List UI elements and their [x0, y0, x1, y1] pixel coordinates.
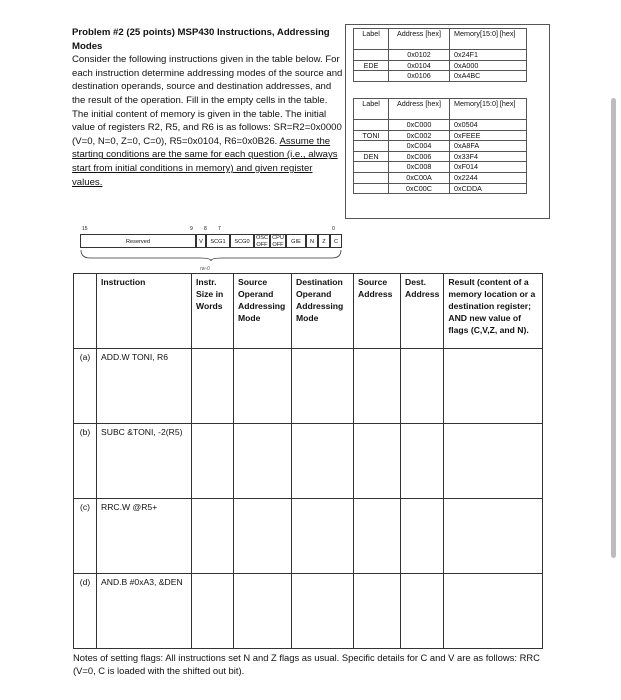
memory-address: 0x0104	[389, 60, 450, 71]
memory-label	[354, 172, 389, 183]
bit-number-15: 15	[82, 226, 88, 232]
memory-address: 0x0106	[389, 71, 450, 82]
memory-header-value: Memory[15:0] [hex]	[450, 99, 527, 120]
row-instruction: ADD.W TONI, R6	[97, 349, 192, 424]
memory-header-address: Address [hex]	[389, 99, 450, 120]
cell-dst-address[interactable]	[401, 574, 444, 649]
memory-row	[354, 172, 527, 183]
memory-row	[354, 151, 527, 162]
memory-value: 0xA000	[450, 60, 527, 71]
sr-c: C	[330, 234, 342, 248]
memory-row	[354, 162, 527, 173]
header-row-label	[74, 274, 97, 349]
cell-result[interactable]	[444, 499, 543, 574]
table-row	[74, 574, 543, 649]
bit-number-8: 8	[204, 226, 207, 232]
cell-instr-size[interactable]	[192, 574, 234, 649]
problem-body: Consider the following instructions given in the table below. For each instruction determine addressing modes of the source and destination operands, source and destination addresses, and the result of the operation. Fill in the empty cells in the table. The initial content of memory is given in the table. The initial value of registers R2, R5, and R6 is as follows: SR=R2=0x0000 (V=0, N=0, Z=0, C=0), R5=0x0104, R6=0x0B26.	[72, 54, 343, 147]
memory-row	[354, 183, 527, 194]
cell-result[interactable]	[444, 349, 543, 424]
cell-dst-mode[interactable]	[292, 499, 354, 574]
memory-label: EDE	[354, 60, 389, 71]
memory-row	[354, 50, 527, 61]
cell-instr-size[interactable]	[192, 349, 234, 424]
row-instruction: RRC.W @R5+	[97, 499, 192, 574]
instruction-table	[73, 273, 543, 649]
sr-gie: GIE	[286, 234, 306, 248]
sr-scg1: SCG1	[206, 234, 230, 248]
cell-dst-address[interactable]	[401, 349, 444, 424]
memory-table-2	[353, 98, 527, 194]
table-row	[74, 349, 543, 424]
memory-row	[354, 71, 527, 82]
cell-instr-size[interactable]	[192, 499, 234, 574]
memory-label	[354, 162, 389, 173]
memory-address: 0xC004	[389, 141, 450, 152]
cell-src-address[interactable]	[354, 499, 401, 574]
cell-src-address[interactable]	[354, 574, 401, 649]
memory-header-address: Address [hex]	[389, 29, 450, 50]
bit-number-9: 9	[190, 226, 193, 232]
memory-row	[354, 141, 527, 152]
row-instruction: AND.B #0xA3, &DEN	[97, 574, 192, 649]
memory-address: 0xC00A	[389, 172, 450, 183]
cell-src-address[interactable]	[354, 424, 401, 499]
memory-label	[354, 71, 389, 82]
sr-brace	[80, 248, 342, 262]
memory-value: 0xF014	[450, 162, 527, 173]
memory-row	[354, 60, 527, 71]
header-src-address: Source Address	[354, 274, 401, 349]
sr-oscoff: OSC OFF	[255, 235, 269, 248]
table-row	[74, 424, 543, 499]
memory-label	[354, 50, 389, 61]
memory-address: 0xC00C	[389, 183, 450, 194]
cell-dst-mode[interactable]	[292, 424, 354, 499]
header-src-mode: Source Operand Addressing Mode	[234, 274, 292, 349]
cell-instr-size[interactable]	[192, 424, 234, 499]
memory-value: 0x2244	[450, 172, 527, 183]
memory-value: 0xA8FA	[450, 141, 527, 152]
header-dst-address: Dest. Address	[401, 274, 444, 349]
memory-address: 0xC006	[389, 151, 450, 162]
cell-src-mode[interactable]	[234, 424, 292, 499]
cell-dst-mode[interactable]	[292, 574, 354, 649]
bit-number-7: 7	[218, 226, 221, 232]
memory-header-value: Memory[15:0] [hex]	[450, 29, 527, 50]
cell-result[interactable]	[444, 424, 543, 499]
notes: Notes of setting flags: All instructions set N and Z flags as usual. Specific details for C and V are as follows: RRC (V=0, C is loaded with the shifted out bit).	[73, 652, 540, 676]
cell-src-mode[interactable]	[234, 499, 292, 574]
header-result: Result (content of a memory location or a destination register; AND new value of flags (C,V,Z, and N).	[444, 274, 543, 349]
sr-cpuoff: CPU OFF	[270, 234, 286, 248]
cell-dst-mode[interactable]	[292, 349, 354, 424]
row-instruction: SUBC &TONI, -2(R5)	[97, 424, 192, 499]
problem-heading: Problem #2 (25 points) MSP430 Instructions, Addressing Modes	[72, 27, 330, 52]
memory-address: 0xC008	[389, 162, 450, 173]
memory-value: 0x33F4	[450, 151, 527, 162]
memory-value: 0x0504	[450, 120, 527, 131]
table-header-row	[74, 274, 543, 349]
header-instr-size: Instr. Size in Words	[192, 274, 234, 349]
memory-table-1	[353, 28, 527, 82]
cell-src-address[interactable]	[354, 349, 401, 424]
cell-src-mode[interactable]	[234, 349, 292, 424]
sr-v: V	[196, 234, 206, 248]
memory-label: TONI	[354, 130, 389, 141]
memory-label: DEN	[354, 151, 389, 162]
cell-result[interactable]	[444, 574, 543, 649]
memory-value: 0xFEEE	[450, 130, 527, 141]
memory-box	[345, 24, 550, 219]
memory-address: 0xC000	[389, 120, 450, 131]
row-label: (d)	[74, 574, 97, 649]
header-instruction: Instruction	[97, 274, 192, 349]
memory-value: 0xA4BC	[450, 71, 527, 82]
memory-label	[354, 141, 389, 152]
row-label: (b)	[74, 424, 97, 499]
row-label: (c)	[74, 499, 97, 574]
sr-scg0: SCG0	[230, 234, 254, 248]
sr-z: Z	[318, 234, 330, 248]
memory-label	[354, 183, 389, 194]
status-register-diagram	[80, 226, 342, 272]
memory-address: 0x0102	[389, 50, 450, 61]
problem-assumption: Assume the starting conditions are the same for each question (i.e., always start from initial conditions in memory) and given register values.	[72, 135, 338, 188]
memory-header-label: Label	[354, 99, 389, 120]
sr-reserved: Reserved	[80, 234, 196, 248]
header-dst-mode: Destination Operand Addressing Mode	[292, 274, 354, 349]
scrollbar[interactable]	[611, 98, 616, 558]
cell-dst-address[interactable]	[401, 424, 444, 499]
memory-row	[354, 130, 527, 141]
memory-header-label: Label	[354, 29, 389, 50]
row-label: (a)	[74, 349, 97, 424]
cell-src-mode[interactable]	[234, 574, 292, 649]
problem-statement	[72, 26, 344, 189]
bit-number-0: 0	[332, 226, 335, 232]
sr-reset-note: rw-0	[200, 266, 210, 272]
memory-address: 0xC002	[389, 130, 450, 141]
memory-value: 0xCDDA	[450, 183, 527, 194]
table-row	[74, 499, 543, 574]
sr-n: N	[306, 234, 318, 248]
memory-value: 0x24F1	[450, 50, 527, 61]
memory-row	[354, 120, 527, 131]
cell-dst-address[interactable]	[401, 499, 444, 574]
memory-label	[354, 120, 389, 131]
